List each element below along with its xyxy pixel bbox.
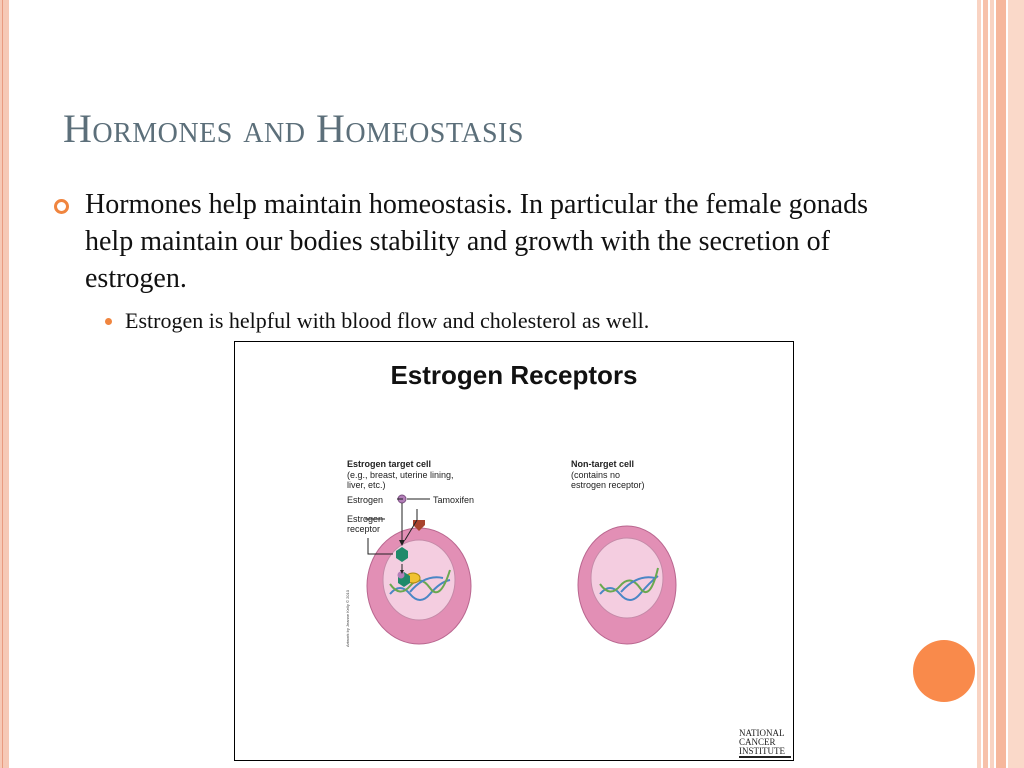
- target-cell-heading: Estrogen target cell: [347, 459, 432, 469]
- right-border-stripes: [977, 0, 1024, 768]
- estrogen-bound-icon: [398, 572, 405, 579]
- nontarget-cell-sub1: (contains no: [571, 470, 621, 480]
- slide-title: Hormones and Homeostasis: [63, 106, 524, 151]
- nci-logo: [739, 729, 791, 758]
- tamoxifen-label: Tamoxifen: [433, 495, 475, 505]
- bullet-sub-text: Estrogen is helpful with blood flow and cholesterol as well.: [125, 308, 650, 333]
- bullet-circle-icon: [54, 199, 69, 214]
- nci-logo-line3: INSTITUTE: [739, 746, 785, 756]
- figure-illustration: [235, 342, 793, 760]
- artwork-credit: Artwork by Jeanne Kelly © 2010: [345, 590, 350, 647]
- decorative-orange-circle: [913, 640, 975, 702]
- nci-logo-line1: NATIONAL: [739, 728, 785, 738]
- figure-title: Estrogen Receptors: [390, 360, 638, 390]
- target-cell-sub1: (e.g., breast, uterine lining,: [347, 470, 454, 480]
- receptor-label-1: Estrogen: [347, 514, 384, 524]
- estrogen-receptors-figure: [234, 341, 794, 761]
- receptor-label-2: receptor: [347, 524, 381, 534]
- nontarget-cell-heading: Non-target cell: [571, 459, 635, 469]
- nci-logo-line2: CANCER: [739, 737, 776, 747]
- left-border: [0, 0, 9, 768]
- bullet-main-text: Hormones help maintain homeostasis. In particular the female gonads help maintain our bodies stability and growth with the secretion of estrogen.: [85, 189, 869, 294]
- nontarget-cell-sub2: estrogen receptor): [571, 480, 645, 490]
- target-cell-sub2: liver, etc.): [347, 480, 386, 490]
- estrogen-label: Estrogen: [347, 495, 384, 505]
- bullet-dot-icon: [105, 318, 112, 325]
